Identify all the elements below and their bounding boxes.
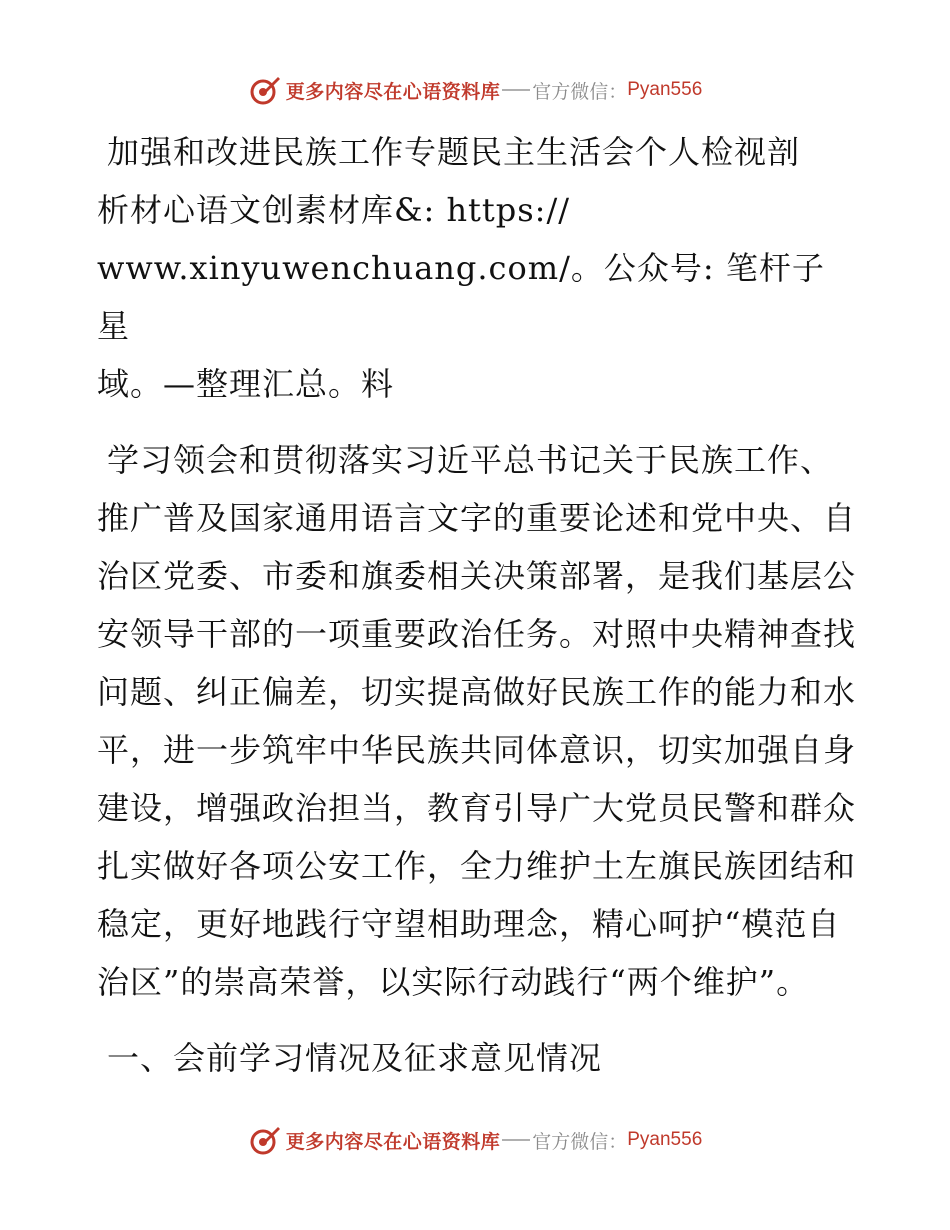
banner-wechat-label: 官方微信： (532, 1130, 628, 1153)
document-body (97, 123, 857, 1087)
banner-divider (502, 89, 530, 91)
banner-brand-text: 更多内容尽在心语资料库 (285, 80, 501, 103)
quill-logo-icon (248, 1123, 282, 1157)
body-paragraph-text: 学习领会和贯彻落实习近平总书记关于民族工作、推广普及国家通用语言文字的重要论述和党中央、自治区党委、市委和旗委相关决策部署，是我们基层公安领导干部的一项重要政治任务。对照中央精神查找问题、纠正偏差，切实提高做好民族工作的能力和水平，进一步筑牢中华民族共同体意识，切实加强自身建设，增强政治担当，教育引导广大党员民警和群众扎实做好各项公安工作，全力维护土左旗民族团结和稳定，更好地践行守望相助理念，精心呵护“模范自治区”的崇高荣誉，以实际行动践行“两个维护”。 (97, 441, 857, 1001)
section-heading-text: 一、会前学习情况及征求意见情况 (107, 1039, 603, 1077)
section-heading (97, 1029, 857, 1087)
body-paragraph (97, 431, 857, 1011)
title-line-4: 域。—整理汇总。料 (97, 365, 395, 403)
title-line-3: www.xinyuwenchuang.com/。公众号: 笔杆子星 (97, 249, 825, 345)
title-line-1: 加强和改进民族工作专题民主生活会个人检视剖 (107, 133, 801, 171)
header-banner (0, 70, 950, 110)
banner-divider (502, 1139, 530, 1141)
quill-logo-icon (248, 73, 282, 107)
banner-wechat-id: Pyan556 (627, 1129, 703, 1150)
banner-wechat-label: 官方微信： (532, 80, 628, 103)
banner-wechat-id: Pyan556 (627, 79, 703, 100)
document-title (97, 123, 857, 413)
title-line-2: 析材心语文创素材库&: https:// (97, 191, 571, 229)
footer-banner (0, 1120, 950, 1160)
banner-brand-text: 更多内容尽在心语资料库 (285, 1130, 501, 1153)
